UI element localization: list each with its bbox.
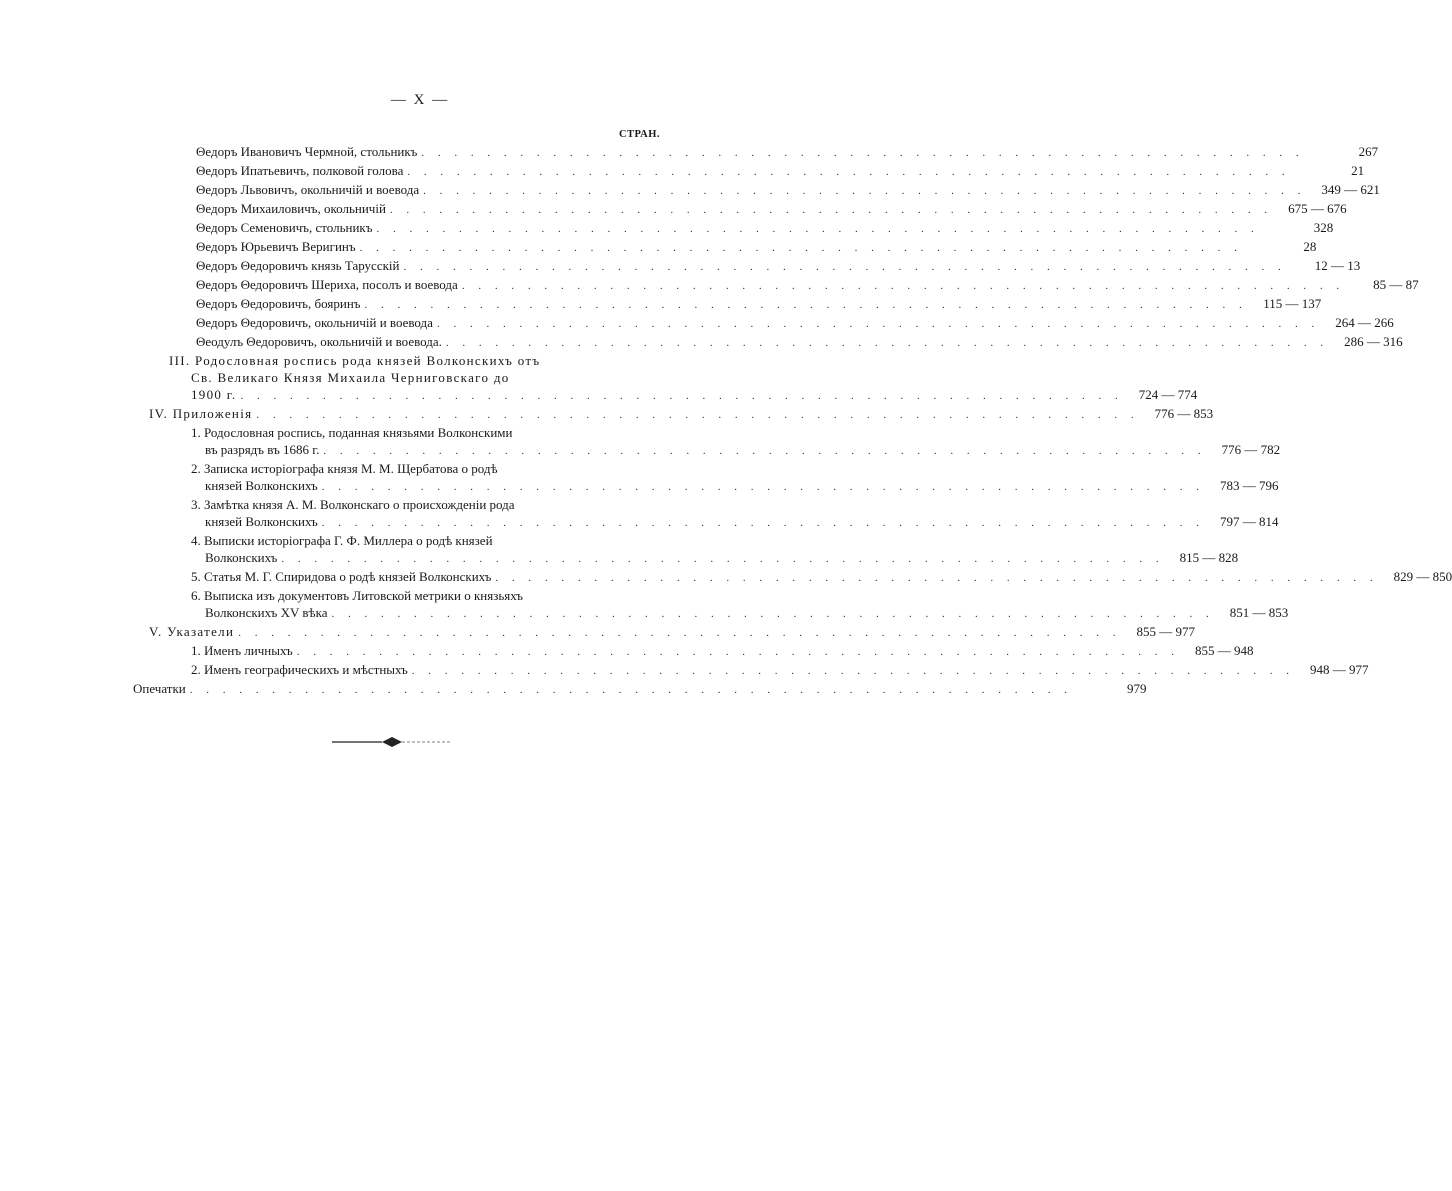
- appendix-item-text: 5. Статья М. Г. Спиридова о родѣ князей Волконскихъ: [191, 569, 492, 584]
- leader-dots: . . . . . . . . . . . . . . . . . . . . . . . . . . . . . . . . . . . . . . . . . . . . . . . . . . . . . .: [495, 572, 1379, 584]
- toc-entry: [133, 143, 1379, 162]
- appendix-item-text: князей Волконскихъ: [205, 478, 318, 493]
- appendix-item-text: князей Волконскихъ: [205, 514, 318, 529]
- appendix-items: [133, 424, 1452, 623]
- toc-entry-text: Θедоръ Θедоровичъ, бояринъ: [196, 296, 361, 311]
- section-5-page: 855 — 977: [1136, 624, 1195, 639]
- leader-dots: . . . . . . . . . . . . . . . . . . . . . . . . . . . . . . . . . . . . . . . . . . . . . . . . . . . . . .: [256, 409, 1140, 421]
- leader-dots: . . . . . . . . . . . . . . . . . . . . . . . . . . . . . . . . . . . . . . . . . . . . . . . . . . . . . .: [389, 204, 1273, 216]
- index-item: [133, 642, 1254, 661]
- toc-entry: [133, 314, 1394, 333]
- errata-page: 979: [1126, 681, 1147, 696]
- appendix-item-text: Волконскихъ: [205, 550, 278, 565]
- errata-title: Опечатки: [133, 681, 186, 696]
- toc-entry-page: 85 — 87: [1373, 277, 1419, 292]
- appendix-item-page: 851 — 853: [1229, 605, 1289, 620]
- appendix-item: [133, 513, 1279, 532]
- toc-entry: [133, 257, 1361, 276]
- toc-entry-text: Θедоръ Ипатьевичъ, полковой голова: [196, 163, 404, 178]
- toc-entry-page: 115 — 137: [1263, 296, 1322, 311]
- appendix-item-line1: 4. Выписки исторіографа Г. Ф. Миллера о родѣ князей: [191, 533, 493, 548]
- appendix-item-page: 829 — 850: [1393, 569, 1452, 584]
- leader-dots: . . . . . . . . . . . . . . . . . . . . . . . . . . . . . . . . . . . . . . . . . . . . . . . . . . . . . .: [364, 299, 1248, 311]
- toc-entry-page: 21: [1351, 163, 1365, 178]
- toc-entry-page: 267: [1358, 144, 1379, 159]
- page-number: — X —: [390, 92, 450, 108]
- leader-dots: . . . . . . . . . . . . . . . . . . . . . . . . . . . . . . . . . . . . . . . . . . . . . . . . . . . . . .: [189, 684, 1073, 696]
- appendix-item-line1: 1. Родословная роспись, поданная князьями Волконскими: [191, 425, 513, 440]
- toc-entry: [133, 200, 1347, 219]
- toc-entry-text: Θедоръ Ивановичъ Чермной, стольникъ: [196, 144, 418, 159]
- toc-entry: [133, 295, 1322, 314]
- appendix-item-line1: 6. Выписка изъ документовъ Литовской метрики о князьяхъ: [191, 588, 523, 603]
- name-entries: [133, 143, 1419, 352]
- toc-entry-page: 28: [1303, 239, 1317, 254]
- section-4-row: [133, 405, 1214, 424]
- leader-dots: . . . . . . . . . . . . . . . . . . . . . . . . . . . . . . . . . . . . . . . . . . . . . . . . . . . . . .: [296, 646, 1180, 658]
- section-4-page: 776 — 853: [1154, 406, 1214, 421]
- toc-entry: [133, 181, 1380, 200]
- toc-entry: [133, 333, 1403, 352]
- appendix-item: [133, 549, 1239, 568]
- leader-dots: . . . . . . . . . . . . . . . . . . . . . . . . . . . . . . . . . . . . . . . . . . . . . . . . . . . . . .: [240, 390, 1124, 402]
- leader-dots: . . . . . . . . . . . . . . . . . . . . . . . . . . . . . . . . . . . . . . . . . . . . . . . . . . . . . .: [421, 147, 1305, 159]
- section-3-title-line2: Св. Великаго Князя Михаила Черниговскаго до: [191, 370, 510, 385]
- appendix-item: [133, 477, 1279, 496]
- toc-entry-text: Θедоръ Семеновичъ, стольникъ: [196, 220, 373, 235]
- appendix-item-page: 776 — 782: [1221, 442, 1281, 457]
- appendix-item-line1: 3. Замѣтка князя А. М. Волконскаго о происхожденіи рода: [191, 497, 515, 512]
- index-item-text: 1. Именъ личныхъ: [191, 643, 293, 658]
- appendix-item: [133, 568, 1452, 587]
- index-item-page: 948 — 977: [1310, 662, 1369, 677]
- leader-dots: . . . . . . . . . . . . . . . . . . . . . . . . . . . . . . . . . . . . . . . . . . . . . . . . . . . . . .: [331, 608, 1215, 620]
- appendix-item-page: 783 — 796: [1219, 478, 1279, 493]
- section-3-title-line1: III. Родословная роспись рода князей Волконскихъ отъ: [169, 353, 541, 368]
- page-column-header: СТРАН.: [618, 129, 660, 140]
- toc-entry-page: 675 — 676: [1288, 201, 1347, 216]
- toc-entry: [133, 162, 1365, 181]
- appendix-item: [133, 441, 1281, 460]
- leader-dots: . . . . . . . . . . . . . . . . . . . . . . . . . . . . . . . . . . . . . . . . . . . . . . . . . . . . . .: [281, 553, 1165, 565]
- toc-entry-page: 286 — 316: [1344, 334, 1403, 349]
- index-item-page: 855 — 948: [1194, 643, 1254, 658]
- appendix-item-page: 797 — 814: [1219, 514, 1279, 529]
- section-5-title: V. Указатели: [149, 624, 235, 639]
- section-5-row: [133, 623, 1195, 642]
- section-4-title: IV. Приложенія: [149, 406, 253, 421]
- leader-dots: . . . . . . . . . . . . . . . . . . . . . . . . . . . . . . . . . . . . . . . . . . . . . . . . . . . . . .: [403, 261, 1287, 273]
- toc-entry: [133, 219, 1334, 238]
- toc-entry-page: 328: [1313, 220, 1334, 235]
- appendix-item-text: въ разрядъ въ 1686 г.: [205, 442, 320, 457]
- appendix-item-line1: 2. Записка исторіографа князя М. М. Щербатова о родѣ: [191, 461, 498, 476]
- index-item: [133, 661, 1369, 680]
- toc-entry: [133, 238, 1317, 257]
- appendix-item-page: 815 — 828: [1179, 550, 1239, 565]
- index-item-text: 2. Именъ географическихъ и мѣстныхъ: [191, 662, 408, 677]
- leader-dots: . . . . . . . . . . . . . . . . . . . . . . . . . . . . . . . . . . . . . . . . . . . . . . . . . . . . . .: [321, 517, 1205, 529]
- toc-entry-page: 264 — 266: [1335, 315, 1394, 330]
- leader-dots: . . . . . . . . . . . . . . . . . . . . . . . . . . . . . . . . . . . . . . . . . . . . . . . . . . . . . .: [461, 280, 1345, 292]
- toc-entry-text: Θедоръ Θедоровичъ князь Тарусскій: [196, 258, 400, 273]
- leader-dots: . . . . . . . . . . . . . . . . . . . . . . . . . . . . . . . . . . . . . . . . . . . . . . . . . . . . . .: [359, 242, 1243, 254]
- leader-dots: . . . . . . . . . . . . . . . . . . . . . . . . . . . . . . . . . . . . . . . . . . . . . . . . . . . . . .: [376, 223, 1260, 235]
- toc-entry-page: 12 — 13: [1314, 258, 1361, 273]
- toc-entry-text: Θеодулъ Θедоровичъ, окольничій и воевода.: [196, 334, 442, 349]
- section-3-page: 724 — 774: [1138, 387, 1198, 402]
- leader-dots: . . . . . . . . . . . . . . . . . . . . . . . . . . . . . . . . . . . . . . . . . . . . . . . . . . . . . .: [323, 445, 1207, 457]
- leader-dots: . . . . . . . . . . . . . . . . . . . . . . . . . . . . . . . . . . . . . . . . . . . . . . . . . . . . . .: [423, 185, 1306, 197]
- leader-dots: . . . . . . . . . . . . . . . . . . . . . . . . . . . . . . . . . . . . . . . . . . . . . . . . . . . . . .: [407, 166, 1291, 178]
- appendix-item-text: Волконскихъ XV вѣка: [205, 605, 328, 620]
- section-3-title-line3: 1900 г.: [191, 387, 237, 402]
- toc-entry-text: Θедоръ Юрьевичъ Веригинъ: [196, 239, 356, 254]
- table-of-contents: [133, 127, 1452, 699]
- leader-dots: . . . . . . . . . . . . . . . . . . . . . . . . . . . . . . . . . . . . . . . . . . . . . . . . . . . . . .: [436, 318, 1320, 330]
- leader-dots: . . . . . . . . . . . . . . . . . . . . . . . . . . . . . . . . . . . . . . . . . . . . . . . . . . . . . .: [445, 337, 1329, 349]
- leader-dots: . . . . . . . . . . . . . . . . . . . . . . . . . . . . . . . . . . . . . . . . . . . . . . . . . . . . . .: [411, 665, 1295, 677]
- end-ornament: [332, 735, 452, 749]
- leader-dots: . . . . . . . . . . . . . . . . . . . . . . . . . . . . . . . . . . . . . . . . . . . . . . . . . . . . . .: [238, 627, 1121, 639]
- index-items: [133, 642, 1369, 680]
- toc-entry-text: Θедоръ Львовичъ, окольничій и воевода: [196, 182, 420, 197]
- errata-row: [133, 680, 1147, 699]
- toc-entry-page: 349 — 621: [1321, 182, 1380, 197]
- toc-entry-text: Θедоръ Θедоровичъ, окольничій и воевода: [196, 315, 433, 330]
- appendix-item: [133, 604, 1289, 623]
- toc-entry-text: Θедоръ Θедоровичъ Шериха, посолъ и воевода: [196, 277, 458, 292]
- section-3-row: [133, 386, 1198, 405]
- toc-entry: [133, 276, 1419, 295]
- toc-entry-text: Θедоръ Михаиловичъ, окольничій: [196, 201, 386, 216]
- leader-dots: . . . . . . . . . . . . . . . . . . . . . . . . . . . . . . . . . . . . . . . . . . . . . . . . . . . . . .: [321, 481, 1205, 493]
